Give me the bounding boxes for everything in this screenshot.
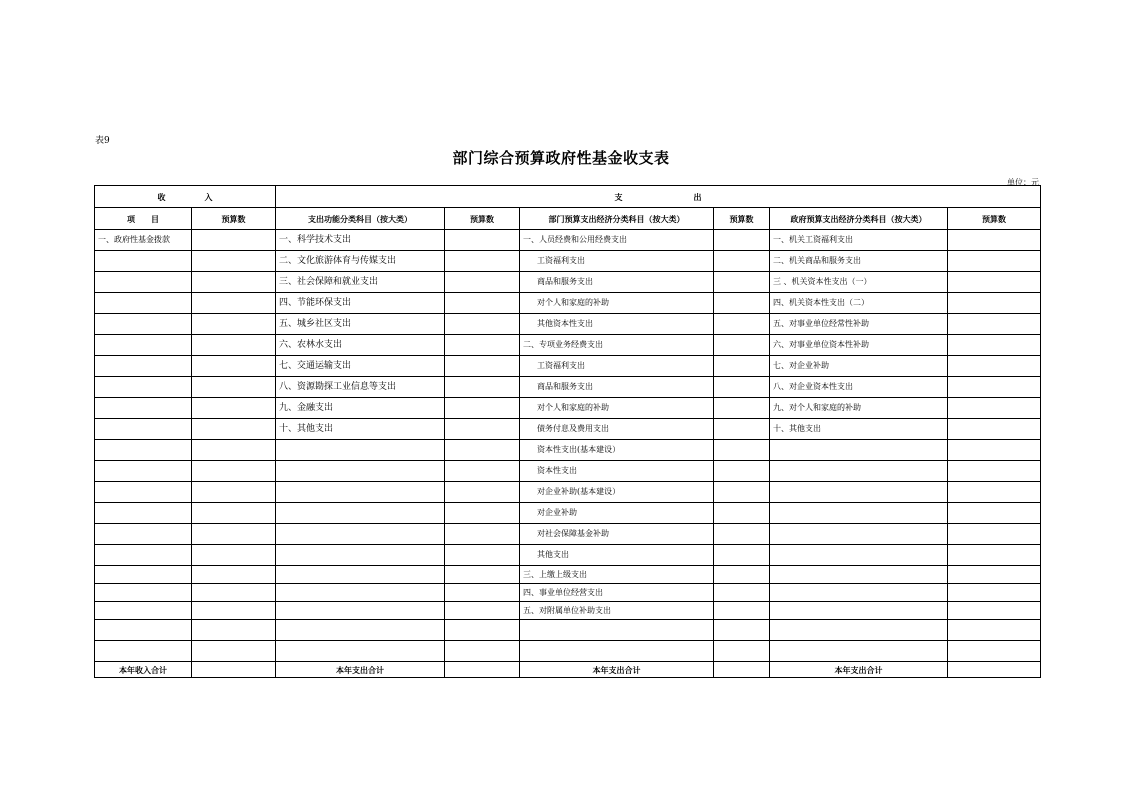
dept-budget-cell: [714, 377, 770, 398]
income-budget-cell: [192, 314, 276, 335]
gov-econ-category-cell: [770, 566, 948, 584]
dept-econ-category-cell: 其他资本性支出: [520, 314, 714, 335]
income-item-cell: [95, 419, 192, 440]
income-total-label: 本年收入合计: [95, 662, 192, 678]
gov-econ-category-cell: [770, 602, 948, 620]
expense-total-label-gov: 本年支出合计: [770, 662, 948, 678]
income-item-cell: [95, 545, 192, 566]
dept-econ-category-cell: 四、事业单位经营支出: [520, 584, 714, 602]
dept-budget-cell: [714, 272, 770, 293]
gov-budget-cell: [948, 230, 1041, 251]
gov-econ-category-cell: [770, 641, 948, 662]
income-item-cell: 一、政府性基金拨款: [95, 230, 192, 251]
table-row: [95, 503, 1041, 524]
func-budget-cell: [445, 398, 520, 419]
func-category-cell: 七、交通运输支出: [276, 356, 445, 377]
gov-econ-category-cell: 六、对事业单位资本性补助: [770, 335, 948, 356]
income-item-cell: [95, 482, 192, 503]
table-row: [95, 335, 1041, 356]
income-budget-cell: [192, 584, 276, 602]
income-budget-cell: [192, 602, 276, 620]
dept-econ-category-cell: 对个人和家庭的补助: [520, 293, 714, 314]
func-budget-cell: [445, 335, 520, 356]
gov-budget-cell: [948, 524, 1041, 545]
func-budget-cell: [445, 419, 520, 440]
col-header-project: 项 目: [95, 208, 192, 230]
gov-econ-category-cell: [770, 482, 948, 503]
dept-econ-category-cell: 一、人员经费和公用经费支出: [520, 230, 714, 251]
table-row: [95, 620, 1041, 641]
unit-label: 单位：元: [1007, 178, 1039, 187]
dept-budget-cell: [714, 566, 770, 584]
func-category-cell: 十、其他支出: [276, 419, 445, 440]
dept-budget-cell: [714, 251, 770, 272]
income-budget-cell: [192, 461, 276, 482]
income-budget-cell: [192, 620, 276, 641]
func-category-cell: [276, 620, 445, 641]
gov-econ-category-cell: [770, 584, 948, 602]
gov-budget-cell: [948, 356, 1041, 377]
table-row: [95, 482, 1041, 503]
gov-budget-cell: [948, 293, 1041, 314]
table-row: [95, 566, 1041, 584]
dept-budget-cell: [714, 620, 770, 641]
income-header-char-2: 入: [204, 191, 213, 202]
income-header-char-1: 收: [157, 191, 166, 202]
dept-econ-category-cell: 其他支出: [520, 545, 714, 566]
income-item-cell: [95, 314, 192, 335]
expense-total-value-dept: [714, 662, 770, 678]
gov-budget-cell: [948, 251, 1041, 272]
income-budget-cell: [192, 335, 276, 356]
dept-econ-category-cell: 二、专项业务经费支出: [520, 335, 714, 356]
gov-budget-cell: [948, 503, 1041, 524]
dept-econ-category-cell: 五、对附属单位补助支出: [520, 602, 714, 620]
expense-total-value-func: [445, 662, 520, 678]
dept-econ-category-cell: 资本性支出: [520, 461, 714, 482]
income-item-cell: [95, 566, 192, 584]
func-budget-cell: [445, 293, 520, 314]
dept-econ-category-cell: [520, 620, 714, 641]
dept-econ-category-cell: 商品和服务支出: [520, 377, 714, 398]
table-row: [95, 419, 1041, 440]
func-category-cell: 三、社会保障和就业支出: [276, 272, 445, 293]
expense-total-value-gov: [948, 662, 1041, 678]
func-budget-cell: [445, 230, 520, 251]
func-category-cell: [276, 566, 445, 584]
dept-econ-category-cell: 对企业补助: [520, 503, 714, 524]
col-header-gov-econ-category: 政府预算支出经济分类科目（按大类）: [770, 208, 948, 230]
gov-budget-cell: [948, 641, 1041, 662]
totals-row: [95, 662, 1041, 678]
income-item-cell: [95, 524, 192, 545]
col-header-income-budget: 预算数: [192, 208, 276, 230]
dept-econ-category-cell: 商品和服务支出: [520, 272, 714, 293]
func-category-cell: 八、资源勘探工业信息等支出: [276, 377, 445, 398]
func-budget-cell: [445, 620, 520, 641]
gov-econ-category-cell: 十、其他支出: [770, 419, 948, 440]
gov-econ-category-cell: 四、机关资本性支出（二）: [770, 293, 948, 314]
income-section-header: [95, 186, 276, 208]
dept-econ-category-cell: 资本性支出(基本建设）: [520, 440, 714, 461]
func-budget-cell: [445, 524, 520, 545]
func-budget-cell: [445, 584, 520, 602]
table-row: [95, 602, 1041, 620]
dept-econ-category-cell: 对社会保障基金补助: [520, 524, 714, 545]
dept-budget-cell: [714, 602, 770, 620]
gov-budget-cell: [948, 314, 1041, 335]
table-row: [95, 293, 1041, 314]
table-row: [95, 314, 1041, 335]
income-budget-cell: [192, 545, 276, 566]
income-budget-cell: [192, 356, 276, 377]
gov-econ-category-cell: [770, 503, 948, 524]
func-category-cell: 六、农林水支出: [276, 335, 445, 356]
func-budget-cell: [445, 545, 520, 566]
income-budget-cell: [192, 377, 276, 398]
gov-budget-cell: [948, 335, 1041, 356]
func-budget-cell: [445, 602, 520, 620]
func-category-cell: [276, 440, 445, 461]
gov-econ-category-cell: [770, 524, 948, 545]
gov-budget-cell: [948, 419, 1041, 440]
gov-econ-category-cell: 二、机关商品和服务支出: [770, 251, 948, 272]
func-budget-cell: [445, 482, 520, 503]
dept-econ-category-cell: [520, 641, 714, 662]
gov-econ-category-cell: [770, 440, 948, 461]
col-header-func-budget: 预算数: [445, 208, 520, 230]
gov-econ-category-cell: 三 、机关资本性支出（一）: [770, 272, 948, 293]
func-budget-cell: [445, 251, 520, 272]
income-item-cell: [95, 602, 192, 620]
income-budget-cell: [192, 482, 276, 503]
table-row: [95, 461, 1041, 482]
income-budget-cell: [192, 251, 276, 272]
gov-budget-cell: [948, 377, 1041, 398]
dept-budget-cell: [714, 398, 770, 419]
dept-budget-cell: [714, 584, 770, 602]
income-item-cell: [95, 293, 192, 314]
expense-total-label-dept: 本年支出合计: [520, 662, 714, 678]
dept-econ-category-cell: 对个人和家庭的补助: [520, 398, 714, 419]
func-category-cell: [276, 461, 445, 482]
gov-budget-cell: [948, 545, 1041, 566]
table-number-label: 表9: [95, 136, 110, 146]
income-item-cell: [95, 272, 192, 293]
func-budget-cell: [445, 377, 520, 398]
dept-budget-cell: [714, 356, 770, 377]
gov-budget-cell: [948, 620, 1041, 641]
gov-econ-category-cell: [770, 620, 948, 641]
income-item-cell: [95, 335, 192, 356]
dept-budget-cell: [714, 545, 770, 566]
col-header-dept-budget: 预算数: [714, 208, 770, 230]
income-budget-cell: [192, 524, 276, 545]
func-budget-cell: [445, 503, 520, 524]
page-title: 部门综合预算政府性基金收支表: [452, 149, 670, 167]
func-budget-cell: [445, 314, 520, 335]
gov-budget-cell: [948, 398, 1041, 419]
table-row: [95, 545, 1041, 566]
gov-budget-cell: [948, 584, 1041, 602]
table-row: [95, 584, 1041, 602]
func-category-cell: 四、节能环保支出: [276, 293, 445, 314]
gov-budget-cell: [948, 566, 1041, 584]
func-budget-cell: [445, 272, 520, 293]
dept-budget-cell: [714, 293, 770, 314]
func-category-cell: 五、城乡社区支出: [276, 314, 445, 335]
dept-budget-cell: [714, 461, 770, 482]
dept-budget-cell: [714, 314, 770, 335]
table-row: [95, 641, 1041, 662]
func-budget-cell: [445, 461, 520, 482]
gov-econ-category-cell: 七、对企业补助: [770, 356, 948, 377]
func-category-cell: [276, 545, 445, 566]
income-total-value: [192, 662, 276, 678]
dept-econ-category-cell: 三、上缴上级支出: [520, 566, 714, 584]
func-category-cell: 二、文化旅游体育与传媒支出: [276, 251, 445, 272]
func-budget-cell: [445, 440, 520, 461]
expense-section-header: [276, 186, 1041, 208]
income-budget-cell: [192, 419, 276, 440]
income-budget-cell: [192, 566, 276, 584]
dept-budget-cell: [714, 524, 770, 545]
gov-econ-category-cell: [770, 461, 948, 482]
func-budget-cell: [445, 641, 520, 662]
gov-econ-category-cell: 一、机关工资福利支出: [770, 230, 948, 251]
expense-header-char-1: 支: [614, 191, 623, 202]
income-item-cell: [95, 641, 192, 662]
gov-econ-category-cell: [770, 545, 948, 566]
budget-table: [94, 185, 1041, 678]
income-item-cell: [95, 620, 192, 641]
table-row: [95, 440, 1041, 461]
col-header-gov-budget: 预算数: [948, 208, 1041, 230]
income-item-cell: [95, 584, 192, 602]
func-category-cell: [276, 602, 445, 620]
col-header-func-category: 支出功能分类科目（按大类）: [276, 208, 445, 230]
income-budget-cell: [192, 272, 276, 293]
income-budget-cell: [192, 230, 276, 251]
table-row: [95, 230, 1041, 251]
gov-budget-cell: [948, 440, 1041, 461]
column-header-row: [95, 208, 1041, 230]
income-budget-cell: [192, 503, 276, 524]
table-row: [95, 398, 1041, 419]
dept-budget-cell: [714, 641, 770, 662]
gov-budget-cell: [948, 461, 1041, 482]
income-item-cell: [95, 356, 192, 377]
income-item-cell: [95, 251, 192, 272]
dept-econ-category-cell: 工资福利支出: [520, 251, 714, 272]
dept-budget-cell: [714, 503, 770, 524]
table-row: [95, 251, 1041, 272]
income-budget-cell: [192, 440, 276, 461]
func-category-cell: [276, 482, 445, 503]
dept-econ-category-cell: 对企业补助(基本建设）: [520, 482, 714, 503]
top-header-row: [95, 186, 1041, 208]
expense-header-char-2: 出: [693, 191, 702, 202]
table-row: [95, 524, 1041, 545]
income-item-cell: [95, 461, 192, 482]
table-row: [95, 272, 1041, 293]
func-category-cell: [276, 524, 445, 545]
income-item-cell: [95, 503, 192, 524]
col-header-dept-econ-category: 部门预算支出经济分类科目（按大类）: [520, 208, 714, 230]
table-row: [95, 377, 1041, 398]
dept-econ-category-cell: 债务付息及费用支出: [520, 419, 714, 440]
gov-econ-category-cell: 八、对企业资本性支出: [770, 377, 948, 398]
gov-budget-cell: [948, 602, 1041, 620]
gov-econ-category-cell: 九、对个人和家庭的补助: [770, 398, 948, 419]
gov-budget-cell: [948, 482, 1041, 503]
func-category-cell: [276, 641, 445, 662]
func-budget-cell: [445, 566, 520, 584]
func-category-cell: [276, 584, 445, 602]
gov-econ-category-cell: 五、对事业单位经常性补助: [770, 314, 948, 335]
income-item-cell: [95, 440, 192, 461]
income-item-cell: [95, 398, 192, 419]
dept-budget-cell: [714, 482, 770, 503]
dept-budget-cell: [714, 419, 770, 440]
dept-budget-cell: [714, 230, 770, 251]
income-budget-cell: [192, 398, 276, 419]
func-category-cell: 九、金融支出: [276, 398, 445, 419]
func-budget-cell: [445, 356, 520, 377]
func-category-cell: [276, 503, 445, 524]
income-budget-cell: [192, 641, 276, 662]
dept-budget-cell: [714, 440, 770, 461]
expense-total-label-func: 本年支出合计: [276, 662, 445, 678]
func-category-cell: 一、科学技术支出: [276, 230, 445, 251]
dept-econ-category-cell: 工资福利支出: [520, 356, 714, 377]
gov-budget-cell: [948, 272, 1041, 293]
table-row: [95, 356, 1041, 377]
income-budget-cell: [192, 293, 276, 314]
income-item-cell: [95, 377, 192, 398]
dept-budget-cell: [714, 335, 770, 356]
